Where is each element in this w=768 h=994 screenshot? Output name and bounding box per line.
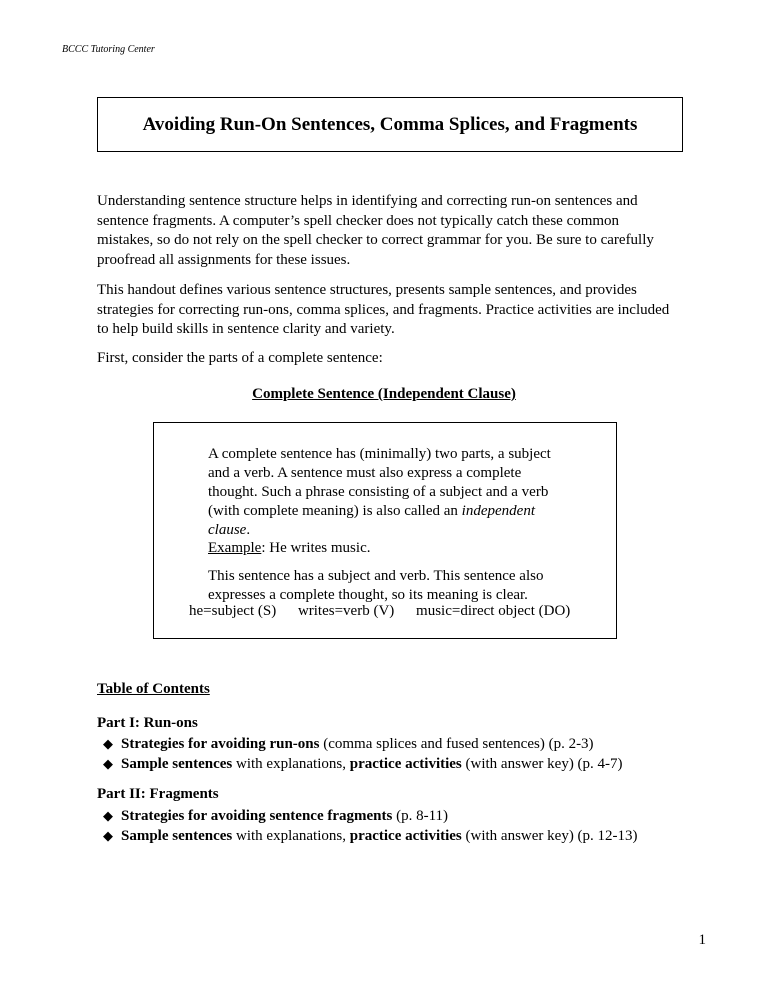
list-item (103, 806, 638, 826)
title-box (97, 97, 683, 152)
intro-paragraph-1: Understanding sentence structure helps in identifying and correcting run-on sentences and sentence fragments. A computer’s spell checker does not typically catch these common mistakes, so do not rely on the spell checker to correct grammar for you. Be sure to carefully proofread all assignments for these issues. (97, 193, 654, 268)
toc-item-rest: (p. 8-11) (392, 808, 449, 824)
toc-item-bold: Strategies for avoiding run-ons (121, 736, 320, 752)
example-label: Example (208, 540, 262, 556)
list-item (103, 754, 623, 774)
bullet-icon: ◆ (103, 808, 113, 823)
definition-end: . (246, 522, 251, 538)
toc-item-rest: (with answer key) (p. 4-7) (461, 756, 623, 772)
sentence-legend (189, 603, 588, 620)
legend-verb: writes=verb (V) (297, 603, 395, 619)
definition-main: A complete sentence has (minimally) two parts, a subject and a verb. A sentence must also express a complete thought. Such a phrase consisting of a subject and a verb (with complete meaning) is also called an (208, 446, 551, 519)
toc-item-mid: with explanations, (232, 756, 350, 772)
bullet-icon: ◆ (103, 828, 113, 843)
definition-term: independent clause (208, 503, 535, 538)
example-explanation: This sentence has a subject and verb. This sentence also expresses a complete thought, so its meaning is clear. (208, 568, 544, 603)
example-text: : He writes music. (261, 540, 371, 556)
page-number: 1 (698, 932, 706, 948)
toc-item-bold-2: practice activities (349, 828, 462, 844)
header-note: BCCC Tutoring Center (62, 44, 155, 55)
toc-item-bold: Sample sentences (121, 828, 233, 844)
bullet-icon: ◆ (103, 756, 113, 771)
intro-paragraph-3: First, consider the parts of a complete sentence: (97, 350, 383, 366)
toc-part-2-heading-bold: Part II (97, 786, 141, 802)
definition-text (208, 445, 568, 540)
toc-part-1-heading: Part I: Run-ons (97, 715, 198, 731)
bullet-icon: ◆ (103, 736, 113, 751)
toc-part-1-list (103, 734, 623, 774)
legend-object: music=direct object (DO) (416, 603, 571, 619)
toc-part-2-heading (97, 786, 219, 803)
legend-subject: he=subject (S) (189, 603, 277, 619)
toc-item-bold: Sample sentences (121, 756, 233, 772)
toc-item-mid: with explanations, (232, 828, 350, 844)
list-item (103, 734, 623, 754)
toc-part-2-heading-rest: : Fragments (140, 786, 219, 802)
page-title: Avoiding Run-On Sentences, Comma Splices, and Fragments (142, 113, 638, 135)
intro-paragraph-2: This handout defines various sentence structures, presents sample sentences, and provides strategies for correcting run-ons, comma splices, and fragments. Practice activities are included to help build skills in sentence clarity and variety. (97, 282, 670, 337)
toc-part-2-list (103, 806, 638, 846)
toc-item-bold-2: practice activities (349, 756, 462, 772)
toc-item-bold: Strategies for avoiding sentence fragments (121, 808, 393, 824)
toc-title: Table of Contents (97, 681, 210, 697)
definition-box (153, 422, 617, 639)
list-item (103, 826, 638, 846)
section-heading: Complete Sentence (Independent Clause) (252, 386, 516, 402)
toc-item-rest: (comma splices and fused sentences) (p. 2-3) (319, 736, 594, 752)
example-line (208, 539, 568, 558)
toc-item-rest: (with answer key) (p. 12-13) (461, 828, 638, 844)
